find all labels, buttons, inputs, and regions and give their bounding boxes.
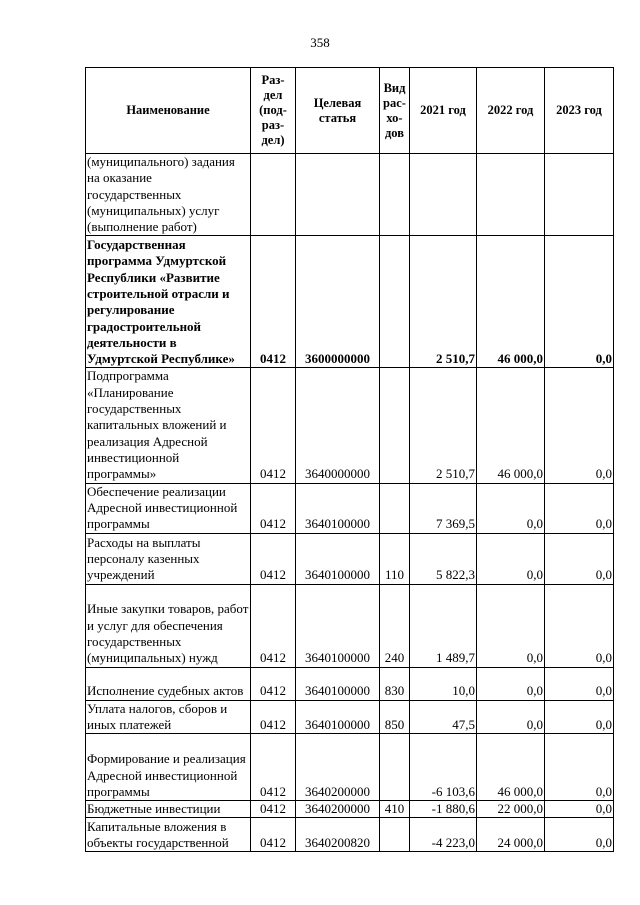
row-2021: 5 822,3 xyxy=(410,533,477,584)
row-type xyxy=(380,236,410,368)
table-row xyxy=(86,818,614,852)
row-name: Расходы на выплаты персоналу казенных учреждений xyxy=(86,533,251,584)
row-target: 3640200000 xyxy=(296,801,380,818)
row-2023: 0,0 xyxy=(545,667,614,700)
header-2022: 2022 год xyxy=(477,68,545,154)
table-row xyxy=(86,584,614,667)
row-section: 0412 xyxy=(251,801,296,818)
row-name: Иные закупки товаров, работ и услуг для обеспечения государственных (муниципальных) нужд xyxy=(86,584,251,667)
row-2022: 46 000,0 xyxy=(477,236,545,368)
row-2021: 47,5 xyxy=(410,700,477,734)
row-2022: 0,0 xyxy=(477,483,545,533)
row-2022: 24 000,0 xyxy=(477,818,545,852)
row-2023: 0,0 xyxy=(545,584,614,667)
header-type: Вид рас- хо- дов xyxy=(380,68,410,154)
table-row xyxy=(86,533,614,584)
row-name: Исполнение судебных актов xyxy=(86,667,251,700)
row-2022: 22 000,0 xyxy=(477,801,545,818)
table-row xyxy=(86,700,614,734)
row-section: 0412 xyxy=(251,236,296,368)
row-2022: 0,0 xyxy=(477,700,545,734)
header-target: Целевая статья xyxy=(296,68,380,154)
row-2023 xyxy=(545,154,614,236)
row-type xyxy=(380,154,410,236)
row-target xyxy=(296,154,380,236)
row-name: Бюджетные инвестиции xyxy=(86,801,251,818)
table-row xyxy=(86,154,614,236)
row-2021: -1 880,6 xyxy=(410,801,477,818)
row-type: 410 xyxy=(380,801,410,818)
row-2022: 0,0 xyxy=(477,667,545,700)
page-number: 358 xyxy=(310,35,330,50)
header-section: Раз- дел (под- раз- дел) xyxy=(251,68,296,154)
row-type: 850 xyxy=(380,700,410,734)
table-row xyxy=(86,801,614,818)
row-section xyxy=(251,154,296,236)
row-target: 3640100000 xyxy=(296,667,380,700)
row-2022: 0,0 xyxy=(477,533,545,584)
row-2021: 7 369,5 xyxy=(410,483,477,533)
header-row xyxy=(86,68,614,154)
row-target: 3640200000 xyxy=(296,734,380,801)
row-type xyxy=(380,483,410,533)
table-row xyxy=(86,368,614,483)
row-2021: 2 510,7 xyxy=(410,368,477,483)
header-name: Наименование xyxy=(86,68,251,154)
header-2021: 2021 год xyxy=(410,68,477,154)
row-2021: -6 103,6 xyxy=(410,734,477,801)
row-section: 0412 xyxy=(251,584,296,667)
budget-table xyxy=(85,67,614,852)
row-2022 xyxy=(477,154,545,236)
row-section: 0412 xyxy=(251,700,296,734)
table-row xyxy=(86,236,614,368)
row-2021: 1 489,7 xyxy=(410,584,477,667)
row-2023: 0,0 xyxy=(545,801,614,818)
table-row xyxy=(86,483,614,533)
table-row xyxy=(86,667,614,700)
row-type xyxy=(380,368,410,483)
row-2023: 0,0 xyxy=(545,533,614,584)
row-section: 0412 xyxy=(251,368,296,483)
row-2021 xyxy=(410,154,477,236)
row-type: 830 xyxy=(380,667,410,700)
row-target: 3640000000 xyxy=(296,368,380,483)
row-target: 3640100000 xyxy=(296,700,380,734)
row-section: 0412 xyxy=(251,483,296,533)
row-section: 0412 xyxy=(251,818,296,852)
row-2023: 0,0 xyxy=(545,734,614,801)
row-type: 240 xyxy=(380,584,410,667)
row-2022: 0,0 xyxy=(477,584,545,667)
row-2023: 0,0 xyxy=(545,368,614,483)
row-2021: 10,0 xyxy=(410,667,477,700)
row-section: 0412 xyxy=(251,734,296,801)
row-type: 110 xyxy=(380,533,410,584)
row-name: Государственная программа Удмуртской Республики «Развитие строительной отрасли и регулирование градостроительной деятельности в Удмуртской Республике» xyxy=(86,236,251,368)
row-name: Капитальные вложения в объекты государственной xyxy=(86,818,251,852)
row-2022: 46 000,0 xyxy=(477,368,545,483)
row-target: 3640200820 xyxy=(296,818,380,852)
row-2023: 0,0 xyxy=(545,483,614,533)
row-name: Подпрограмма «Планирование государственных капитальных вложений и реализация Адресной инвестиционной программы» xyxy=(86,368,251,483)
table-row xyxy=(86,734,614,801)
row-name: Уплата налогов, сборов и иных платежей xyxy=(86,700,251,734)
row-2021: 2 510,7 xyxy=(410,236,477,368)
row-target: 3600000000 xyxy=(296,236,380,368)
row-2022: 46 000,0 xyxy=(477,734,545,801)
row-2023: 0,0 xyxy=(545,700,614,734)
row-type xyxy=(380,734,410,801)
row-name: Обеспечение реализации Адресной инвестиционной программы xyxy=(86,483,251,533)
row-target: 3640100000 xyxy=(296,483,380,533)
row-2023: 0,0 xyxy=(545,236,614,368)
row-type xyxy=(380,818,410,852)
header-2023: 2023 год xyxy=(545,68,614,154)
row-section: 0412 xyxy=(251,533,296,584)
row-2023: 0,0 xyxy=(545,818,614,852)
row-target: 3640100000 xyxy=(296,533,380,584)
row-2021: -4 223,0 xyxy=(410,818,477,852)
row-name: (муниципального) задания на оказание государственных (муниципальных) услуг (выполнение работ) xyxy=(86,154,251,236)
row-section: 0412 xyxy=(251,667,296,700)
row-target: 3640100000 xyxy=(296,584,380,667)
row-name: Формирование и реализация Адресной инвестиционной программы xyxy=(86,734,251,801)
